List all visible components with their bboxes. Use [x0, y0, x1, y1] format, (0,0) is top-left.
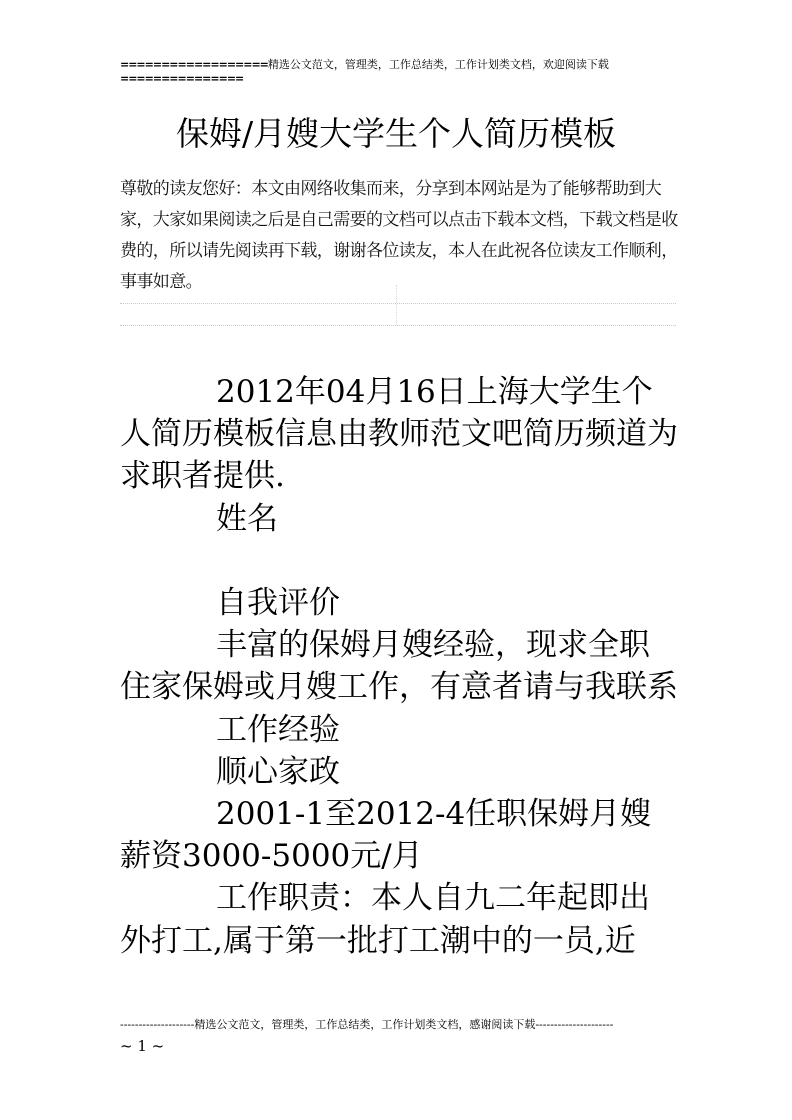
document-title: 保姆/月嫂大学生个人简历模板	[175, 114, 617, 153]
body-paragraph-duties: 工作职责：本人自九二年起即出外打工,属于第一批打工潮中的一员,近	[120, 880, 650, 959]
header-dashes-line2: ===============	[120, 72, 244, 85]
page-header	[120, 58, 680, 86]
body-paragraph-self-evaluation: 丰富的保姆月嫂经验，现求全职住家保姆或月嫂工作，有意者请与我联系	[120, 627, 678, 706]
page-footer: --------------------精选公文范文，管理类，工作总结类，工作计划类文档，感谢阅读下载---------------------	[120, 1018, 614, 1031]
dotted-divider	[120, 303, 676, 304]
body-spacer	[120, 540, 680, 582]
body-company-name: 顺心家政	[216, 753, 340, 790]
dotted-vertical-divider	[396, 285, 397, 325]
body-label-name: 姓名	[216, 500, 278, 537]
page-number: ~ 1 ~	[120, 1037, 165, 1055]
intro-paragraph: 尊敬的读友您好：本文由网络收集而来，分享到本网站是为了能够帮助到大家，大家如果阅读之后是自己需要的文档可以点击下载本文档，下载文档是收费的，所以请先阅读再下载，谢谢各位读友，本人在此祝各位读友工作顺利，事事如意。	[120, 179, 678, 292]
dotted-divider	[120, 325, 676, 326]
body-heading-work-experience: 工作经验	[216, 711, 340, 748]
body-paragraph-intro: 2012年04月16日上海大学生个人简历模板信息由教师范文吧简历频道为求职者提供.	[120, 374, 678, 495]
document-body	[120, 371, 680, 962]
header-text: 精选公文范文，管理类，工作总结类，工作计划类文档，欢迎阅读下载	[267, 58, 609, 71]
body-heading-self-evaluation: 自我评价	[216, 585, 340, 622]
header-dashes: ==================	[120, 58, 268, 71]
body-employment-period: 2001-1至2012-4任职保姆月嫂 薪资3000-5000元/月	[120, 796, 652, 875]
